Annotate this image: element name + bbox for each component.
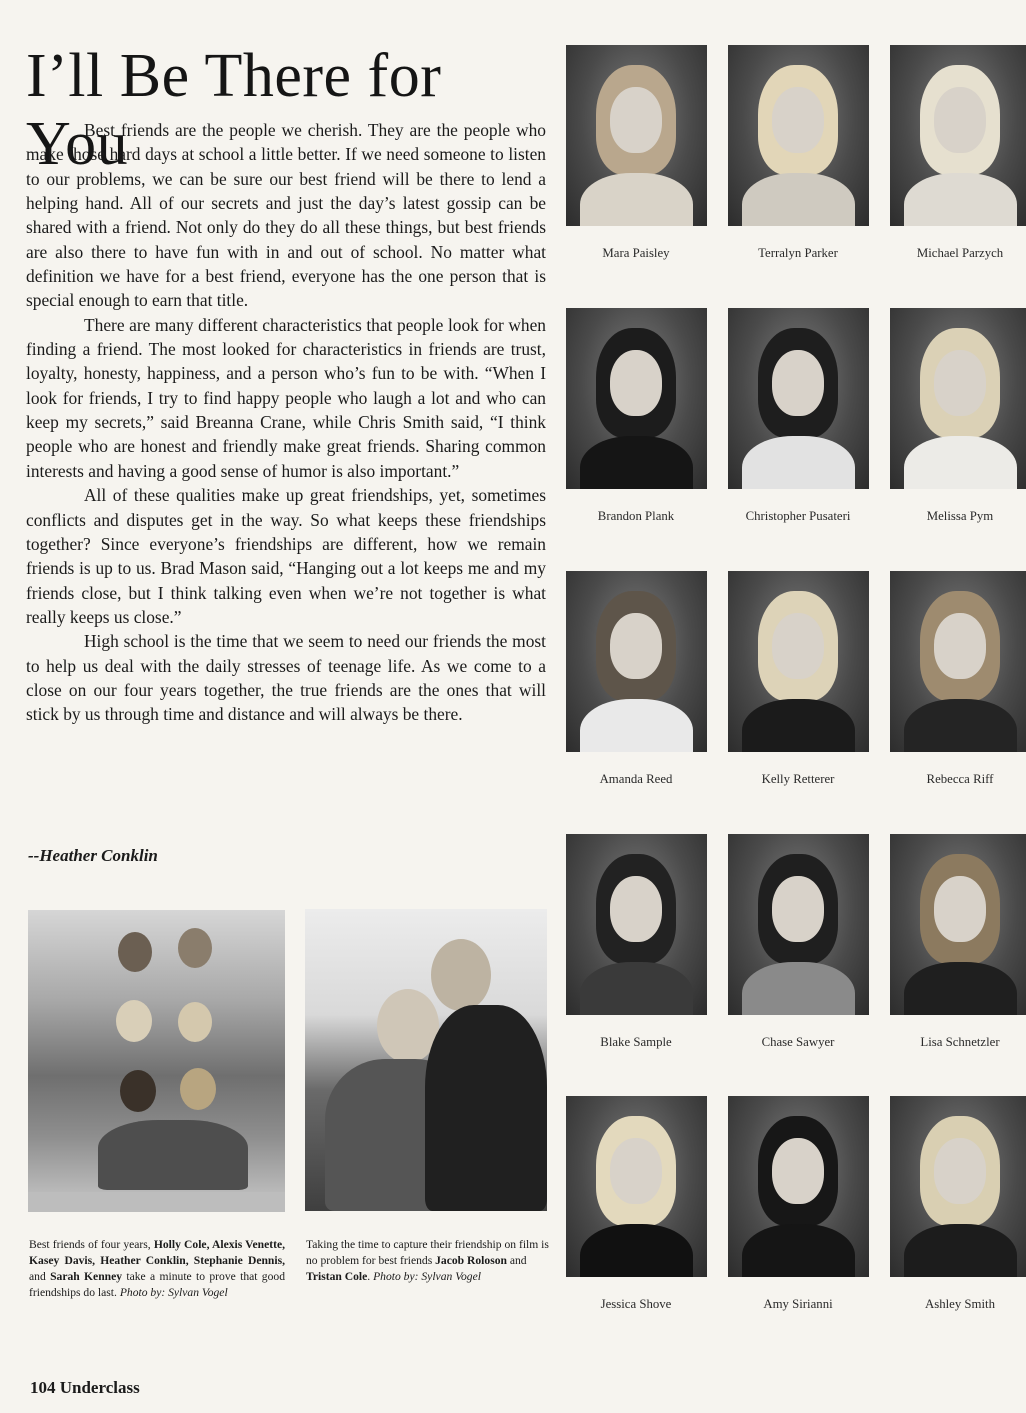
- portrait-face: [772, 876, 824, 942]
- photo-group-bodies: [98, 1120, 248, 1190]
- photo-person: [180, 1068, 216, 1110]
- portrait-face: [610, 1138, 662, 1204]
- portrait-face: [772, 350, 824, 416]
- portrait-clothing: [904, 173, 1017, 226]
- student-name: Blake Sample: [600, 1035, 672, 1049]
- portrait-clothing: [580, 173, 693, 226]
- student-name: Chase Sawyer: [761, 1035, 835, 1049]
- portrait-face: [772, 87, 824, 153]
- student-name: Amy Sirianni: [763, 1297, 833, 1311]
- portrait-clothing: [580, 436, 693, 489]
- student-portrait: [728, 1096, 869, 1277]
- student-name: Brandon Plank: [597, 509, 675, 523]
- photo-person: [178, 1002, 212, 1042]
- photo-person: [120, 1070, 156, 1112]
- portrait-face: [934, 1138, 986, 1204]
- portrait-clothing: [580, 1224, 693, 1277]
- photo-credit: Photo by: Sylvan Vogel: [119, 1286, 228, 1299]
- portrait-face: [934, 350, 986, 416]
- group-photo-caption: [29, 1237, 285, 1301]
- portrait-face: [934, 87, 986, 153]
- student-portrait: [566, 1096, 707, 1277]
- caption-names: Sarah Kenney: [50, 1270, 123, 1283]
- portrait-clothing: [742, 436, 855, 489]
- student-portrait: [728, 308, 869, 489]
- caption-text: .: [367, 1270, 374, 1283]
- caption-text: Taking the time to capture their friendship on film is no problem for best friends: [306, 1238, 549, 1267]
- article-byline: --Heather Conklin: [28, 846, 158, 865]
- student-name: Amanda Reed: [599, 772, 673, 786]
- photo-person-body: [425, 1005, 547, 1211]
- portrait-clothing: [742, 699, 855, 752]
- student-portrait: [890, 571, 1026, 752]
- student-name: Lisa Schnetzler: [920, 1035, 1000, 1049]
- portrait-clothing: [580, 962, 693, 1015]
- student-name: Terralyn Parker: [758, 246, 838, 260]
- photo-person: [431, 939, 491, 1011]
- student-portrait: [566, 45, 707, 226]
- caption-names: Holly Cole, Alexis Venette, Kasey Davis, Heather Conklin, Stephanie Dennis,: [29, 1238, 285, 1267]
- article-paragraph: High school is the time that we seem to need our friends the most to help us deal with the daily stresses of teenage life. As we come to a close on our four years together, the true friends are the ones that will stick by us through time and distance and will always be there.: [26, 631, 546, 725]
- photo-person: [116, 1000, 152, 1042]
- student-portrait: [566, 834, 707, 1015]
- group-photo: [28, 910, 285, 1212]
- caption-text: and: [29, 1270, 51, 1283]
- portrait-clothing: [580, 699, 693, 752]
- photo-person: [178, 928, 212, 968]
- duo-photo-caption: [306, 1237, 552, 1285]
- caption-names: Jacob Roloson: [435, 1254, 507, 1267]
- student-name: Mara Paisley: [602, 246, 670, 260]
- caption-text: Best friends of four years,: [29, 1238, 154, 1251]
- photo-floor: [28, 1192, 285, 1212]
- student-name: Michael Parzych: [916, 246, 1004, 260]
- caption-text: and: [506, 1254, 527, 1267]
- student-portrait: [890, 1096, 1026, 1277]
- page-footer: 104 Underclass: [30, 1378, 140, 1397]
- portrait-clothing: [904, 962, 1017, 1015]
- duo-photo: [305, 909, 547, 1211]
- student-name: Melissa Pym: [926, 509, 994, 523]
- portrait-face: [934, 613, 986, 679]
- article-paragraph: There are many different characteristics that people look for when finding a friend. The most looked for characteristics in friends are trust, loyalty, honesty, happiness, and a person who’s fun to be with. “When I look for friends, I try to find happy people who laugh a lot and who can keep my secrets,” said Breanna Crane, while Chris Smith said, “I think people who are honest and friendly make great friends. Sharing common interests and having a good sense of humor is also important.”: [26, 314, 546, 481]
- student-portrait: [890, 308, 1026, 489]
- caption-names: Tristan Cole: [306, 1270, 368, 1283]
- portrait-face: [934, 876, 986, 942]
- portrait-clothing: [742, 1224, 855, 1277]
- portrait-face: [610, 87, 662, 153]
- photo-person: [118, 932, 152, 972]
- student-name: Jessica Shove: [600, 1297, 672, 1311]
- student-portrait: [728, 45, 869, 226]
- portrait-clothing: [904, 436, 1017, 489]
- portrait-clothing: [742, 173, 855, 226]
- student-name: Rebecca Riff: [926, 772, 994, 786]
- portrait-face: [772, 1138, 824, 1204]
- portrait-face: [772, 613, 824, 679]
- caption-text: take a minute to prove that good friendships do last.: [29, 1270, 285, 1299]
- student-name: Christopher Pusateri: [745, 509, 851, 523]
- student-portrait: [890, 834, 1026, 1015]
- page-title: I’ll Be There for You: [26, 42, 442, 178]
- portrait-clothing: [904, 699, 1017, 752]
- portrait-face: [610, 613, 662, 679]
- student-portrait: [566, 571, 707, 752]
- article-paragraph: Best friends are the people we cherish. They are the people who make those hard days at school a little better. If we need someone to listen to our problems, we can be sure our best friend will be there to lend a helping hand. All of our secrets and just the day’s latest gossip can be shared with a friend. Not only do they do all these things, but best friends are also there to have fun with in and out of school. No matter what definition we have for a best friend, everyone has the one person that is special enough to earn that title.: [26, 120, 546, 311]
- portrait-clothing: [904, 1224, 1017, 1277]
- portrait-face: [610, 876, 662, 942]
- student-name: Kelly Retterer: [761, 772, 835, 786]
- article-paragraph: All of these qualities make up great friendships, yet, sometimes conflicts and disputes get in the way. So what keeps these friendships together? Since everyone’s friendships are different, how we remain friends is up to us. Brad Mason said, “Hanging out a lot keeps me and my friends close, but I think talking even when we’re not together is what really keeps us close.”: [26, 485, 546, 627]
- student-portrait: [728, 571, 869, 752]
- photo-credit: Photo by: Sylvan Vogel: [373, 1270, 481, 1283]
- portrait-face: [610, 350, 662, 416]
- student-portrait: [566, 308, 707, 489]
- student-portrait: [728, 834, 869, 1015]
- article-body: [26, 118, 546, 727]
- portrait-clothing: [742, 962, 855, 1015]
- student-portrait: [890, 45, 1026, 226]
- student-name: Ashley Smith: [924, 1297, 996, 1311]
